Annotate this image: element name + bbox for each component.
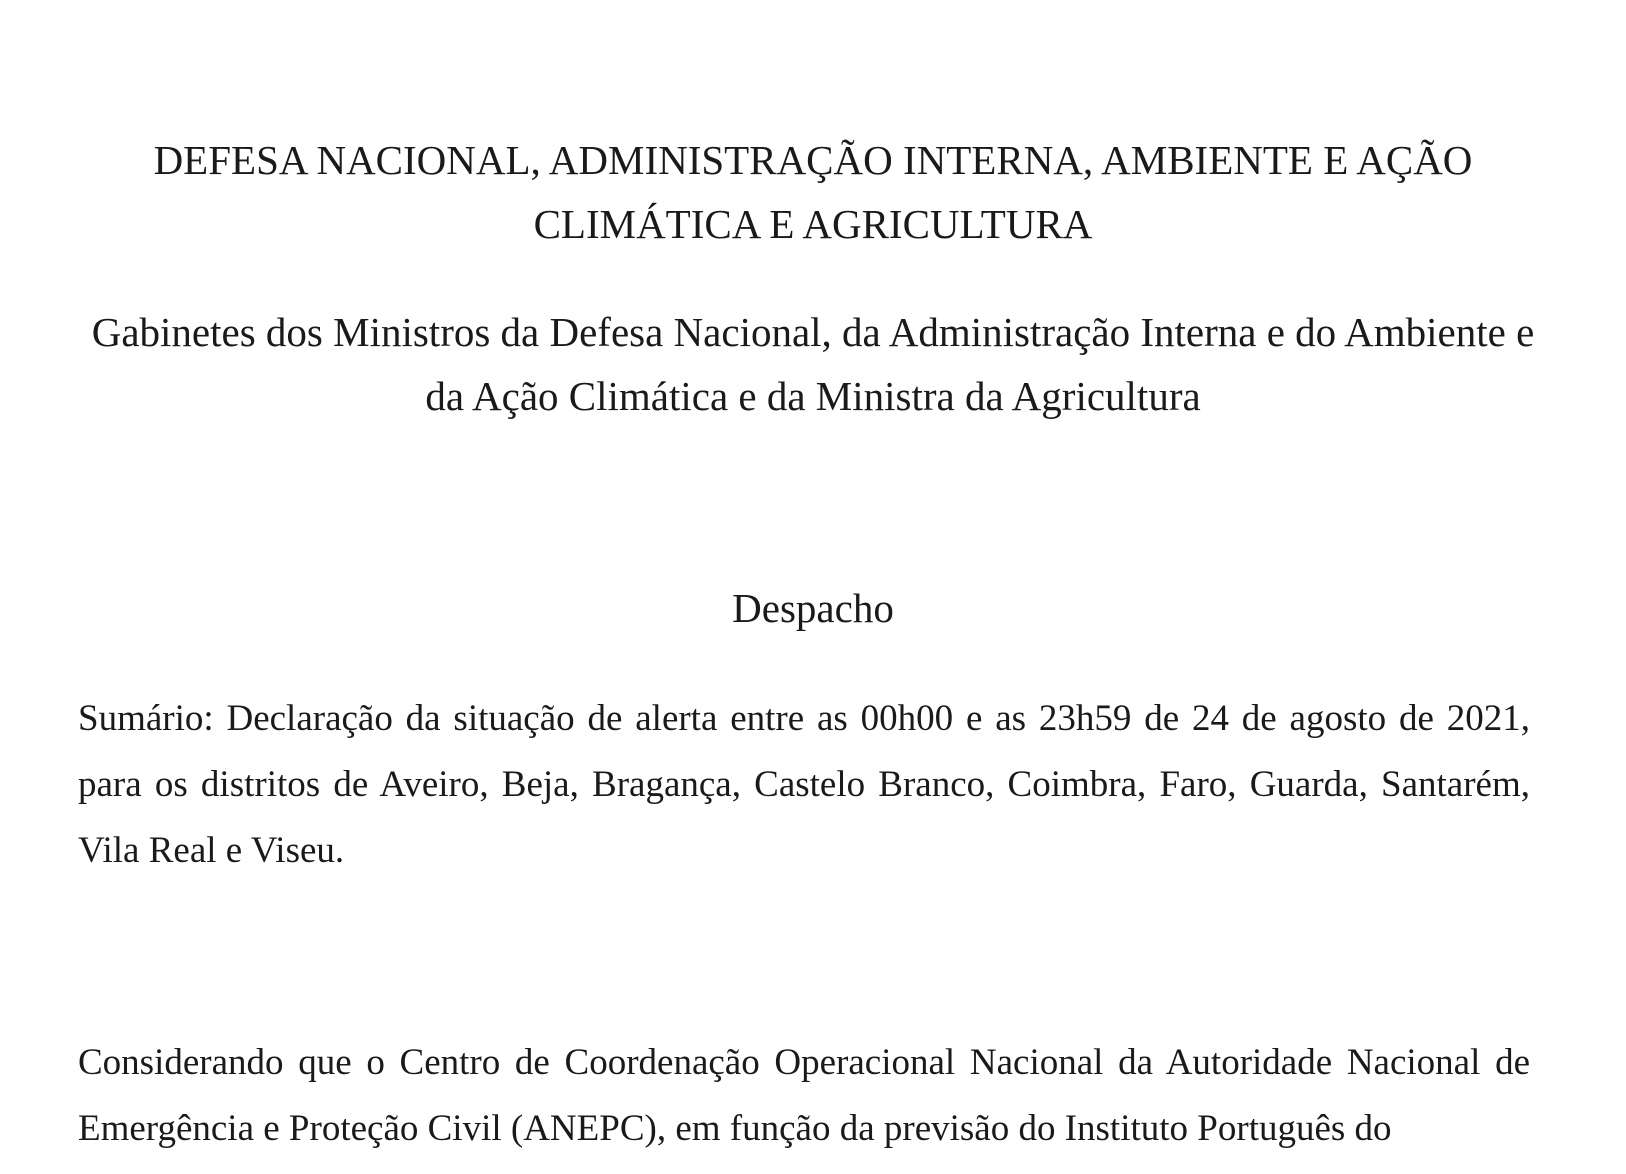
cabinet-subtitle: Gabinetes dos Ministros da Defesa Nacional, da Administração Interna e do Ambiente e da Ação Climática e da Ministra da Agricultura (91, 309, 1535, 419)
ministry-title: DEFESA NACIONAL, ADMINISTRAÇÃO INTERNA, AMBIENTE E AÇÃO CLIMÁTICA E AGRICULTURA (153, 137, 1473, 247)
body-paragraph: Considerando que o Centro de Coordenação Operacional Nacional da Autoridade Nacional de Emergência e Proteção Civil (ANEPC), em função da previsão do Instituto Português do (78, 1042, 1530, 1149)
document-type-heading: Despacho (732, 585, 894, 631)
summary-paragraph: Sumário: Declaração da situação de alerta entre as 00h00 e as 23h59 de 24 de agosto de 2021, para os distritos de Aveiro, Beja, Bragança, Castelo Branco, Coimbra, Faro, Guarda, Santarém, Vila Real e Viseu. (78, 698, 1530, 871)
